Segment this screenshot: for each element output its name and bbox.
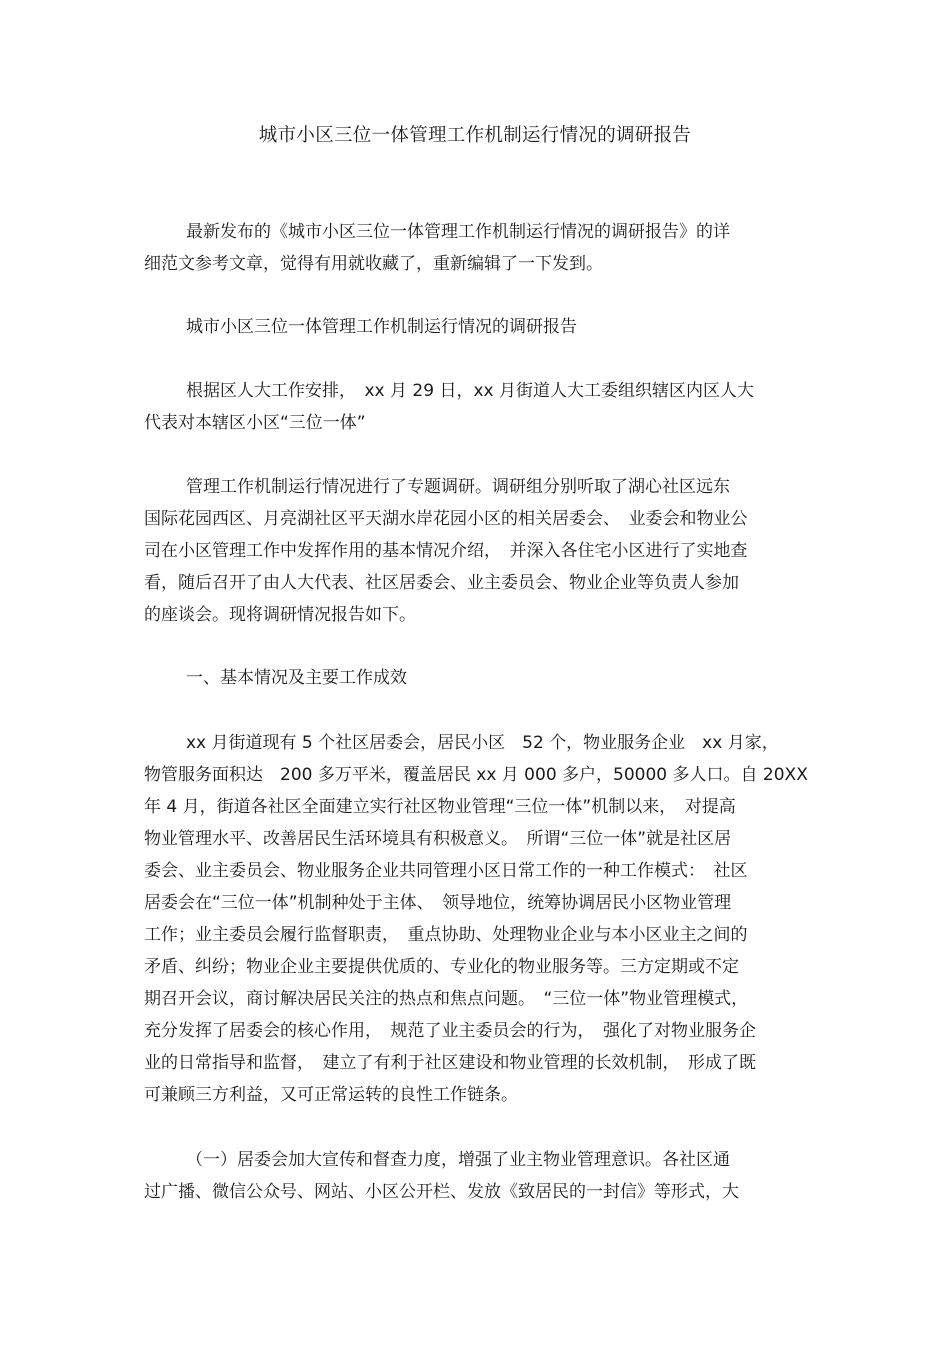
text-line: 司在小区管理工作中发挥作用的基本情况介绍， 并深入各住宅小区进行了实地查 [144,541,748,561]
paragraph-subsection-one [144,1144,824,1208]
text-line: 可兼顾三方利益，又可正常运转的良性工作链条。 [144,1085,518,1105]
text-line: 居委会在“三位一体”机制种处于主体、 领导地位，统筹协调居民小区物业管理 [144,893,732,913]
paragraph-basic-situation [144,727,824,1111]
paragraph-intro [144,216,824,280]
text-line: 代表对本辖区小区“三位一体” [144,413,366,433]
text-line: 国际花园西区、月亮湖社区平天湖水岸花园小区的相关居委会、 业委会和物业公 [144,509,748,529]
text-line: 的座谈会。现将调研情况报告如下。 [144,605,416,625]
text-line: xx 月街道现有 5 个社区居委会，居民小区 52 个，物业服务企业 xx 月家， [186,733,779,753]
text-line: 工作；业主委员会履行监督职责， 重点协助、处理物业企业与本小区业主之间的 [144,925,748,945]
text-line: （一）居委会加大宣传和督查力度，增强了业主物业管理意识。各社区通 [186,1150,730,1170]
text-line: 矛盾、纠纷；物业企业主要提供优质的、专业化的物业服务等。三方定期或不定 [144,957,739,977]
text-line: 一、基本情况及主要工作成效 [186,668,407,688]
paragraph-research [144,471,824,631]
paragraph-subtitle [144,311,824,343]
text-line: 城市小区三位一体管理工作机制运行情况的调研报告 [186,317,577,337]
text-line: 委会、业主委员会、物业服务企业共同管理小区日常工作的一种工作模式： 社区 [144,861,748,881]
document-title: 城市小区三位一体管理工作机制运行情况的调研报告 [258,125,692,146]
text-line: 根据区人大工作安排， xx 月 29 日，xx 月街道人大工委组织辖区内区人大 [186,381,754,401]
text-line: 看，随后召开了由人大代表、社区居委会、业主委员会、物业企业等负责人参加 [144,573,739,593]
text-line: 年 4 月，街道各社区全面建立实行社区物业管理“三位一体”机制以来， 对提高 [144,797,736,817]
section-heading [144,662,824,694]
text-line: 物管服务面积达 200 多万平米，覆盖居民 xx 月 000 多户，50000 多人口。自 20XX [144,765,808,785]
text-line: 物业管理水平、改善居民生活环境具有积极意义。 所谓“三位一体”就是社区居 [144,829,732,849]
text-line: 管理工作机制运行情况进行了专题调研。调研组分别听取了湖心社区远东 [186,477,730,497]
paragraph-background [144,375,824,439]
text-line: 充分发挥了居委会的核心作用， 规范了业主委员会的行为， 强化了对物业服务企 [144,1021,756,1041]
text-line: 最新发布的《城市小区三位一体管理工作机制运行情况的调研报告》的详 [186,222,730,242]
text-line: 期召开会议，商讨解决居民关注的热点和焦点问题。 “三位一体”物业管理模式， [144,989,749,1009]
text-line: 过广播、微信公众号、网站、小区公开栏、发放《致居民的一封信》等形式，大 [144,1182,739,1202]
text-line: 细范文参考文章，觉得有用就收藏了，重新编辑了一下发到。 [144,254,603,274]
text-line: 业的日常指导和监督， 建立了有利于社区建设和物业管理的长效机制， 形成了既 [144,1053,756,1073]
